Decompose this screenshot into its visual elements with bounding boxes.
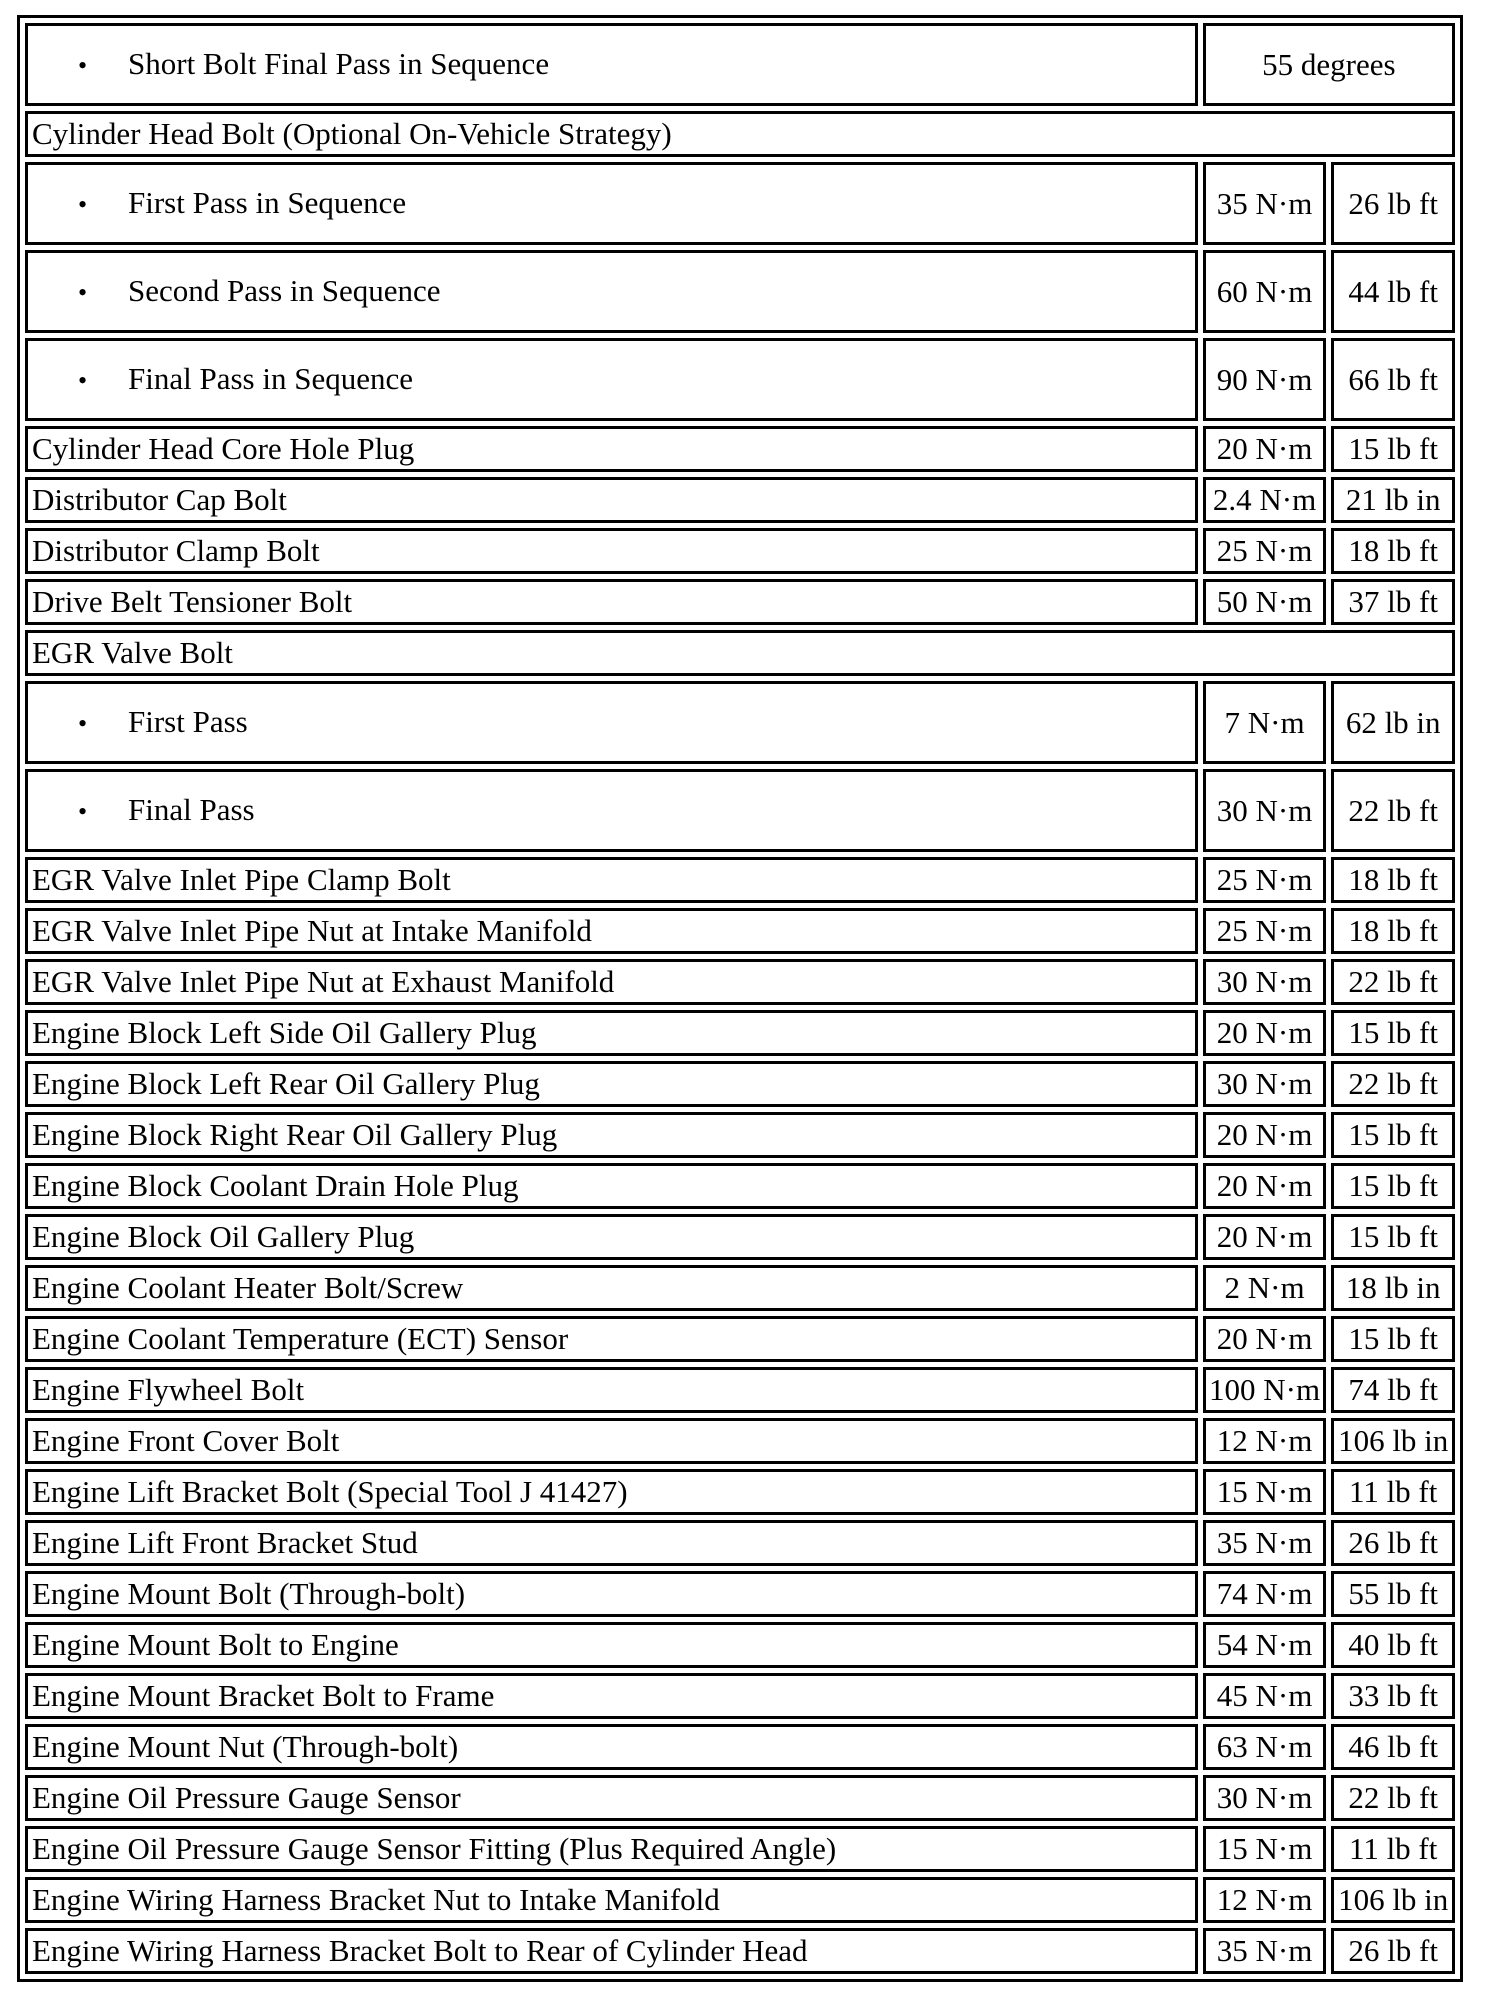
step-label: Short Bolt Final Pass in Sequence [128, 45, 550, 81]
component-description-cell: Engine Block Coolant Drain Hole Plug [25, 1163, 1198, 1209]
english-value-cell: 15 lb ft [1331, 1316, 1455, 1362]
english-value-cell: 26 lb ft [1331, 1520, 1455, 1566]
metric-value-cell: 63 N·m [1203, 1724, 1327, 1770]
english-value-cell: 74 lb ft [1331, 1367, 1455, 1413]
component-description-cell: Engine Lift Front Bracket Stud [25, 1520, 1198, 1566]
english-value-cell: 22 lb ft [1331, 959, 1455, 1005]
table-row [25, 1367, 1455, 1413]
table-row [25, 1775, 1455, 1821]
component-description-cell: Engine Mount Bolt to Engine [25, 1622, 1198, 1668]
metric-value-cell: 35 N·m [1203, 1520, 1327, 1566]
step-label: Final Pass in Sequence [128, 360, 413, 396]
table-row [25, 1112, 1455, 1158]
component-description-cell: EGR Valve Inlet Pipe Clamp Bolt [25, 857, 1198, 903]
table-row [25, 769, 1455, 852]
component-description-cell: Engine Block Left Side Oil Gallery Plug [25, 1010, 1198, 1056]
english-value-cell: 15 lb ft [1331, 1214, 1455, 1260]
component-description-cell [25, 338, 1198, 421]
table-row [25, 1724, 1455, 1770]
english-value-cell: 106 lb in [1331, 1877, 1455, 1923]
table-row [25, 959, 1455, 1005]
english-value-cell: 66 lb ft [1331, 338, 1455, 421]
english-value-cell: 40 lb ft [1331, 1622, 1455, 1668]
table-row [25, 1622, 1455, 1668]
table-row [25, 1265, 1455, 1311]
table-row [25, 579, 1455, 625]
english-value-cell: 15 lb ft [1331, 1163, 1455, 1209]
english-value-cell: 33 lb ft [1331, 1673, 1455, 1719]
table-row [25, 681, 1455, 764]
table-row [25, 23, 1455, 106]
metric-value-cell: 25 N·m [1203, 528, 1327, 574]
component-description-cell: Engine Lift Bracket Bolt (Special Tool J 41427) [25, 1469, 1198, 1515]
metric-value-cell: 74 N·m [1203, 1571, 1327, 1617]
bullet-icon: • [78, 365, 88, 395]
component-description-cell: EGR Valve Inlet Pipe Nut at Intake Manifold [25, 908, 1198, 954]
english-value-cell: 18 lb ft [1331, 528, 1455, 574]
step-label: Final Pass [128, 791, 255, 827]
table-row [25, 908, 1455, 954]
english-value-cell: 44 lb ft [1331, 250, 1455, 333]
bullet-icon: • [78, 189, 88, 219]
english-value-cell: 26 lb ft [1331, 1928, 1455, 1974]
component-description-cell: Cylinder Head Core Hole Plug [25, 426, 1198, 472]
torque-spec-table [17, 15, 1463, 1982]
metric-value-cell: 30 N·m [1203, 769, 1327, 852]
metric-value-cell: 15 N·m [1203, 1826, 1327, 1872]
table-row [25, 1163, 1455, 1209]
english-value-cell: 15 lb ft [1331, 1010, 1455, 1056]
bullet-icon: • [78, 708, 88, 738]
metric-value-cell: 2 N·m [1203, 1265, 1327, 1311]
metric-value-cell: 12 N·m [1203, 1418, 1327, 1464]
component-description-cell: Engine Coolant Heater Bolt/Screw [25, 1265, 1198, 1311]
component-description-cell: Engine Wiring Harness Bracket Nut to Intake Manifold [25, 1877, 1198, 1923]
metric-value-cell: 30 N·m [1203, 1775, 1327, 1821]
english-value-cell: 11 lb ft [1331, 1469, 1455, 1515]
component-description-cell: Engine Wiring Harness Bracket Bolt to Rear of Cylinder Head [25, 1928, 1198, 1974]
bullet-icon: • [78, 796, 88, 826]
bullet-icon: • [78, 50, 88, 80]
english-value-cell: 26 lb ft [1331, 162, 1455, 245]
component-description-cell: Engine Flywheel Bolt [25, 1367, 1198, 1413]
english-value-cell: 55 lb ft [1331, 1571, 1455, 1617]
component-description-cell [25, 23, 1198, 106]
table-row [25, 1316, 1455, 1362]
component-description-cell: EGR Valve Inlet Pipe Nut at Exhaust Manifold [25, 959, 1198, 1005]
table-row [25, 1520, 1455, 1566]
table-row [25, 1826, 1455, 1872]
english-value-cell: 46 lb ft [1331, 1724, 1455, 1770]
component-description-cell: Engine Mount Nut (Through-bolt) [25, 1724, 1198, 1770]
english-value-cell: 18 lb ft [1331, 908, 1455, 954]
section-heading: Cylinder Head Bolt (Optional On-Vehicle Strategy) [25, 111, 1455, 157]
table-row [25, 1214, 1455, 1260]
metric-value-cell: 50 N·m [1203, 579, 1327, 625]
table-row [25, 338, 1455, 421]
component-description-cell: Engine Block Right Rear Oil Gallery Plug [25, 1112, 1198, 1158]
section-heading: EGR Valve Bolt [25, 630, 1455, 676]
table-row [25, 1469, 1455, 1515]
metric-value-cell: 20 N·m [1203, 426, 1327, 472]
table-row [25, 162, 1455, 245]
step-label: First Pass in Sequence [128, 184, 407, 220]
bullet-icon: • [78, 277, 88, 307]
english-value-cell: 22 lb ft [1331, 1775, 1455, 1821]
table-row [25, 1010, 1455, 1056]
component-description-cell [25, 250, 1198, 333]
metric-value-cell: 20 N·m [1203, 1214, 1327, 1260]
component-description-cell: Distributor Cap Bolt [25, 477, 1198, 523]
english-value-cell: 106 lb in [1331, 1418, 1455, 1464]
metric-value-cell: 45 N·m [1203, 1673, 1327, 1719]
table-row [25, 1673, 1455, 1719]
metric-value-cell: 2.4 N·m [1203, 477, 1327, 523]
component-description-cell: Engine Mount Bracket Bolt to Frame [25, 1673, 1198, 1719]
english-value-cell: 37 lb ft [1331, 579, 1455, 625]
table-section-row [25, 630, 1455, 676]
english-value-cell: 18 lb in [1331, 1265, 1455, 1311]
metric-value-cell: 7 N·m [1203, 681, 1327, 764]
component-description-cell: Engine Coolant Temperature (ECT) Sensor [25, 1316, 1198, 1362]
metric-value-cell: 20 N·m [1203, 1316, 1327, 1362]
table-row [25, 1928, 1455, 1974]
metric-value-cell: 12 N·m [1203, 1877, 1327, 1923]
english-value-cell: 18 lb ft [1331, 857, 1455, 903]
metric-value-cell: 25 N·m [1203, 857, 1327, 903]
metric-value-cell: 90 N·m [1203, 338, 1327, 421]
metric-value-cell: 20 N·m [1203, 1010, 1327, 1056]
table-row [25, 1061, 1455, 1107]
component-description-cell: Engine Block Oil Gallery Plug [25, 1214, 1198, 1260]
table-row [25, 528, 1455, 574]
table-row [25, 1418, 1455, 1464]
metric-value-cell: 35 N·m [1203, 1928, 1327, 1974]
step-label: First Pass [128, 703, 248, 739]
table-row [25, 1571, 1455, 1617]
metric-value-cell: 20 N·m [1203, 1112, 1327, 1158]
component-description-cell: Engine Front Cover Bolt [25, 1418, 1198, 1464]
english-value-cell: 21 lb in [1331, 477, 1455, 523]
metric-value-cell: 35 N·m [1203, 162, 1327, 245]
english-value-cell: 11 lb ft [1331, 1826, 1455, 1872]
metric-value-cell: 30 N·m [1203, 959, 1327, 1005]
component-description-cell: Engine Block Left Rear Oil Gallery Plug [25, 1061, 1198, 1107]
component-description-cell: Engine Mount Bolt (Through-bolt) [25, 1571, 1198, 1617]
english-value-cell: 22 lb ft [1331, 1061, 1455, 1107]
table-row [25, 1877, 1455, 1923]
metric-value-cell: 60 N·m [1203, 250, 1327, 333]
english-value-cell: 62 lb in [1331, 681, 1455, 764]
angle-value-cell: 55 degrees [1203, 23, 1455, 106]
metric-value-cell: 100 N·m [1203, 1367, 1327, 1413]
component-description-cell: Engine Oil Pressure Gauge Sensor [25, 1775, 1198, 1821]
metric-value-cell: 54 N·m [1203, 1622, 1327, 1668]
metric-value-cell: 25 N·m [1203, 908, 1327, 954]
english-value-cell: 15 lb ft [1331, 426, 1455, 472]
table-row [25, 250, 1455, 333]
torque-spec-table-body [25, 23, 1455, 1974]
metric-value-cell: 20 N·m [1203, 1163, 1327, 1209]
table-row [25, 477, 1455, 523]
table-row [25, 857, 1455, 903]
english-value-cell: 15 lb ft [1331, 1112, 1455, 1158]
table-section-row [25, 111, 1455, 157]
metric-value-cell: 15 N·m [1203, 1469, 1327, 1515]
table-row [25, 426, 1455, 472]
component-description-cell [25, 681, 1198, 764]
step-label: Second Pass in Sequence [128, 272, 441, 308]
component-description-cell [25, 162, 1198, 245]
component-description-cell: Distributor Clamp Bolt [25, 528, 1198, 574]
metric-value-cell: 30 N·m [1203, 1061, 1327, 1107]
component-description-cell [25, 769, 1198, 852]
english-value-cell: 22 lb ft [1331, 769, 1455, 852]
component-description-cell: Drive Belt Tensioner Bolt [25, 579, 1198, 625]
component-description-cell: Engine Oil Pressure Gauge Sensor Fitting (Plus Required Angle) [25, 1826, 1198, 1872]
